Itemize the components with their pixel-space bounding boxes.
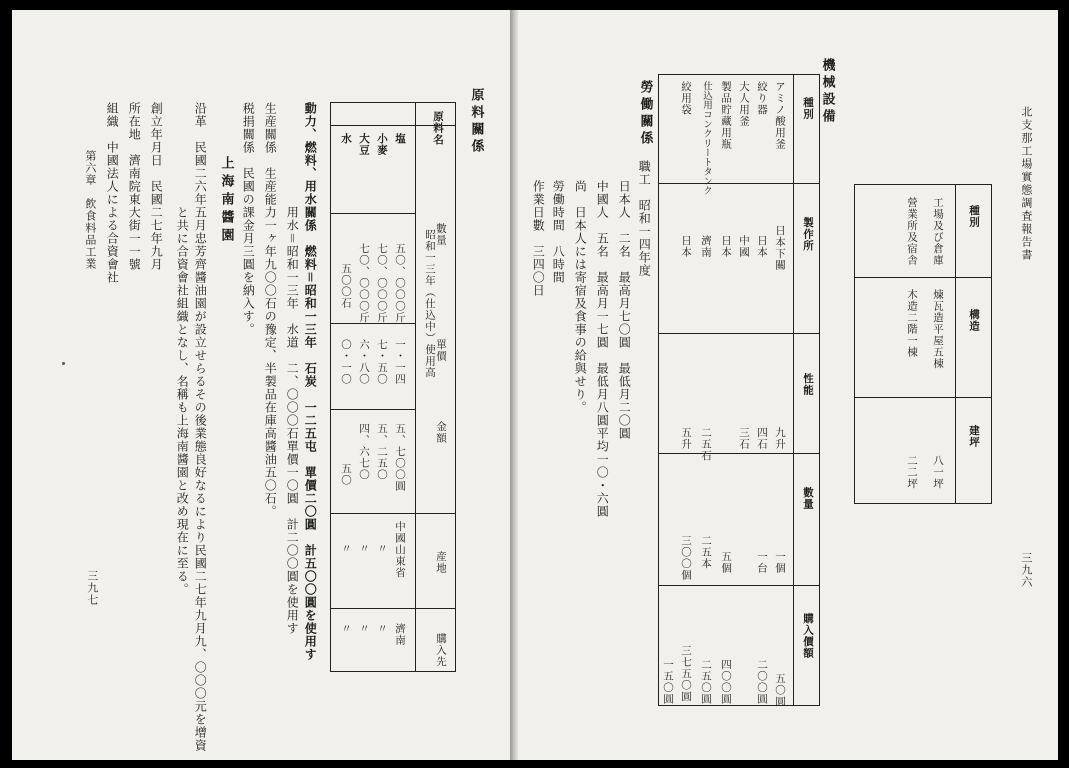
raw-row-buyer: 〃	[358, 623, 370, 635]
bt-row-area: 八一坪	[932, 455, 944, 490]
bt-col-structure: 構造	[968, 309, 980, 332]
col-header-qty: 數量	[435, 223, 447, 246]
mt-row-qty: 五個	[720, 551, 732, 574]
labor-line-3: 中國人 五名 最高月一七圓 最低月八圓平均一〇・六圓	[595, 180, 610, 518]
labor-line-1: 職工 昭和一四年度	[637, 160, 652, 277]
col-header-buyer: 購入先	[435, 633, 447, 668]
mt-row-price: 四〇〇圓	[720, 659, 732, 705]
raw-row-qty: 七〇、〇〇〇斤	[358, 243, 370, 324]
mt-row-price: 五〇圓	[774, 673, 786, 708]
labor-line-5: 勞働時間 八時間	[551, 180, 566, 284]
mt-row-maker: 中國	[738, 235, 750, 258]
raw-row-origin: 〃	[340, 543, 352, 555]
right-page	[518, 10, 1058, 760]
machinery-table	[658, 74, 820, 706]
page-number-right: 三九六	[1019, 552, 1033, 588]
col-header-name: 原料名	[432, 111, 444, 146]
col-header-unit: 單價	[435, 339, 447, 362]
raw-row-unit: 一・一四	[394, 339, 406, 385]
col-header-origin: 産地	[435, 551, 447, 574]
mt-row-maker: 濟南	[700, 235, 712, 258]
raw-materials-title: 原料關係	[468, 88, 484, 156]
mt-row-name: アミノ酸用釜	[774, 81, 786, 150]
production-line: 生産關係 生産能力一ヶ年九〇〇石の豫定、半製品在庫高醬油五〇石。	[263, 102, 278, 518]
labor-title: 勞働關係	[637, 80, 653, 148]
raw-row-unit: 〇・一〇	[340, 339, 352, 385]
mt-row-name: 仕込用コンクリートタンク	[701, 81, 712, 195]
mt-row-perf: 二五石	[700, 427, 712, 462]
raw-row-buyer: 〃	[340, 623, 352, 635]
labor-line-4: 尚 日本人には寄宿及食事の給與せり。	[573, 180, 588, 414]
mt-row-maker: 日本	[756, 235, 768, 258]
mt-row-name: 製品貯藏用瓶	[720, 81, 732, 150]
raw-row-origin: 〃	[376, 543, 388, 555]
raw-row-buyer: 濟南	[394, 623, 406, 646]
organization-line: 組織 中國法人による合資會社	[105, 102, 120, 284]
raw-row-name: 小麥	[376, 133, 388, 156]
mt-col-price: 購入價額	[802, 613, 814, 659]
mt-row-qty: 三〇〇個	[680, 535, 692, 581]
mt-row-maker: 日本	[720, 235, 732, 258]
raw-row-unit: 六・八〇	[358, 339, 370, 385]
mt-col-kind: 種別	[802, 97, 814, 120]
bt-row-structure: 木造二階一棟	[906, 289, 918, 358]
left-page	[12, 10, 512, 760]
company-name: 上海南醬園	[218, 156, 234, 246]
raw-row-unit: 七・五〇	[376, 339, 388, 385]
tax-line: 税捐關係 民國の課金月三圓を納入す。	[241, 102, 256, 336]
col-header-usage: 昭和一三年（仕込中）使用高	[424, 229, 436, 379]
bt-row-structure: 煉瓦造平屋五棟	[932, 289, 944, 370]
raw-row-qty: 七〇、〇〇〇斤	[376, 243, 388, 324]
raw-row-name: 塩	[394, 133, 406, 145]
machinery-title: 機械設備	[819, 58, 835, 126]
mt-row-perf: 四石	[756, 427, 768, 450]
raw-row-amount: 五、七〇〇圓	[394, 423, 406, 492]
raw-row-amount: 四、六七〇	[358, 423, 370, 481]
water-line: 用水＝昭和一三年 水道 二、〇〇〇石單價一〇圓 計二〇〇圓を使用す	[285, 206, 300, 636]
mt-row-price: 三七五〇圓	[680, 645, 692, 703]
mt-row-perf: 三石	[738, 427, 750, 450]
mt-row-perf: 五升	[680, 427, 692, 450]
mt-row-price: 二五〇圓	[700, 659, 712, 705]
mt-row-qty: 一個	[774, 551, 786, 574]
mt-col-maker: 製作所	[802, 217, 814, 252]
chapter-footer: 第六章 飲食料品工業	[83, 150, 97, 270]
history-line-2: と共に合資會社組織となし、名稱も上海南醬園と改め現在に至る。	[175, 206, 190, 596]
mt-row-name: 絞用袋	[680, 81, 692, 116]
mt-col-qty: 數量	[802, 487, 814, 510]
raw-row-qty: 五〇〇石	[340, 263, 352, 309]
bt-row-area: 二二坪	[906, 455, 918, 490]
raw-row-origin: 〃	[358, 543, 370, 555]
raw-row-origin: 中國山東省	[394, 521, 406, 579]
raw-row-buyer: 〃	[376, 623, 388, 635]
founded-line: 創立年月日 民國二七年九月	[149, 102, 164, 271]
col-header-amount: 金額	[435, 421, 447, 444]
location-line: 所在地 濟南院東大街一一號	[127, 102, 142, 271]
labor-line-2: 日本人 二名 最高月七〇圓 最低月二〇圓	[617, 180, 632, 440]
labor-line-6: 作業日數 三四〇日	[531, 180, 546, 297]
raw-row-qty: 五〇、〇〇〇斤	[394, 243, 406, 324]
mt-row-name: 絞り器	[756, 81, 768, 116]
raw-row-amount: 五、二五〇	[376, 423, 388, 481]
page-number-left: 三九七	[85, 570, 99, 606]
building-table	[854, 184, 992, 504]
mt-row-qty: 一台	[756, 551, 768, 574]
history-line-1: 沿革 民國二六年五月忠芳齊醬油園が設立せらるその後業態良好なるにより民國二七年九月九、〇〇〇元を增資	[193, 102, 208, 752]
mt-row-price: 一五〇圓	[662, 659, 674, 705]
mt-row-maker: 日本下關	[774, 225, 786, 271]
mt-row-qty: 二五本	[700, 535, 712, 570]
mt-row-perf: 九升	[774, 427, 786, 450]
mt-row-price: 二〇〇圓	[756, 659, 768, 705]
raw-row-name: 大豆	[358, 133, 370, 156]
bt-row-label: 工場及び倉庫	[932, 197, 944, 266]
running-header: 北支那工場實態調査報告書	[1019, 106, 1033, 262]
raw-row-name: 水	[340, 133, 352, 145]
mt-col-perf: 性能	[802, 373, 814, 396]
raw-row-amount: 五〇	[340, 463, 352, 486]
mt-row-maker: 日本	[680, 235, 692, 258]
raw-materials-table	[330, 102, 456, 672]
bt-col-area: 建坪	[968, 425, 980, 448]
bt-col-kind: 種別	[968, 205, 980, 228]
mt-row-name: 大人用釜	[738, 81, 750, 127]
bt-row-label: 營業所及宿舎	[906, 197, 918, 266]
power-fuel-line: 動力、燃料、用水關係 燃料＝昭和一三年 石炭 一二五屯 單價二〇圓 計五〇〇圓を使用す	[303, 102, 318, 662]
